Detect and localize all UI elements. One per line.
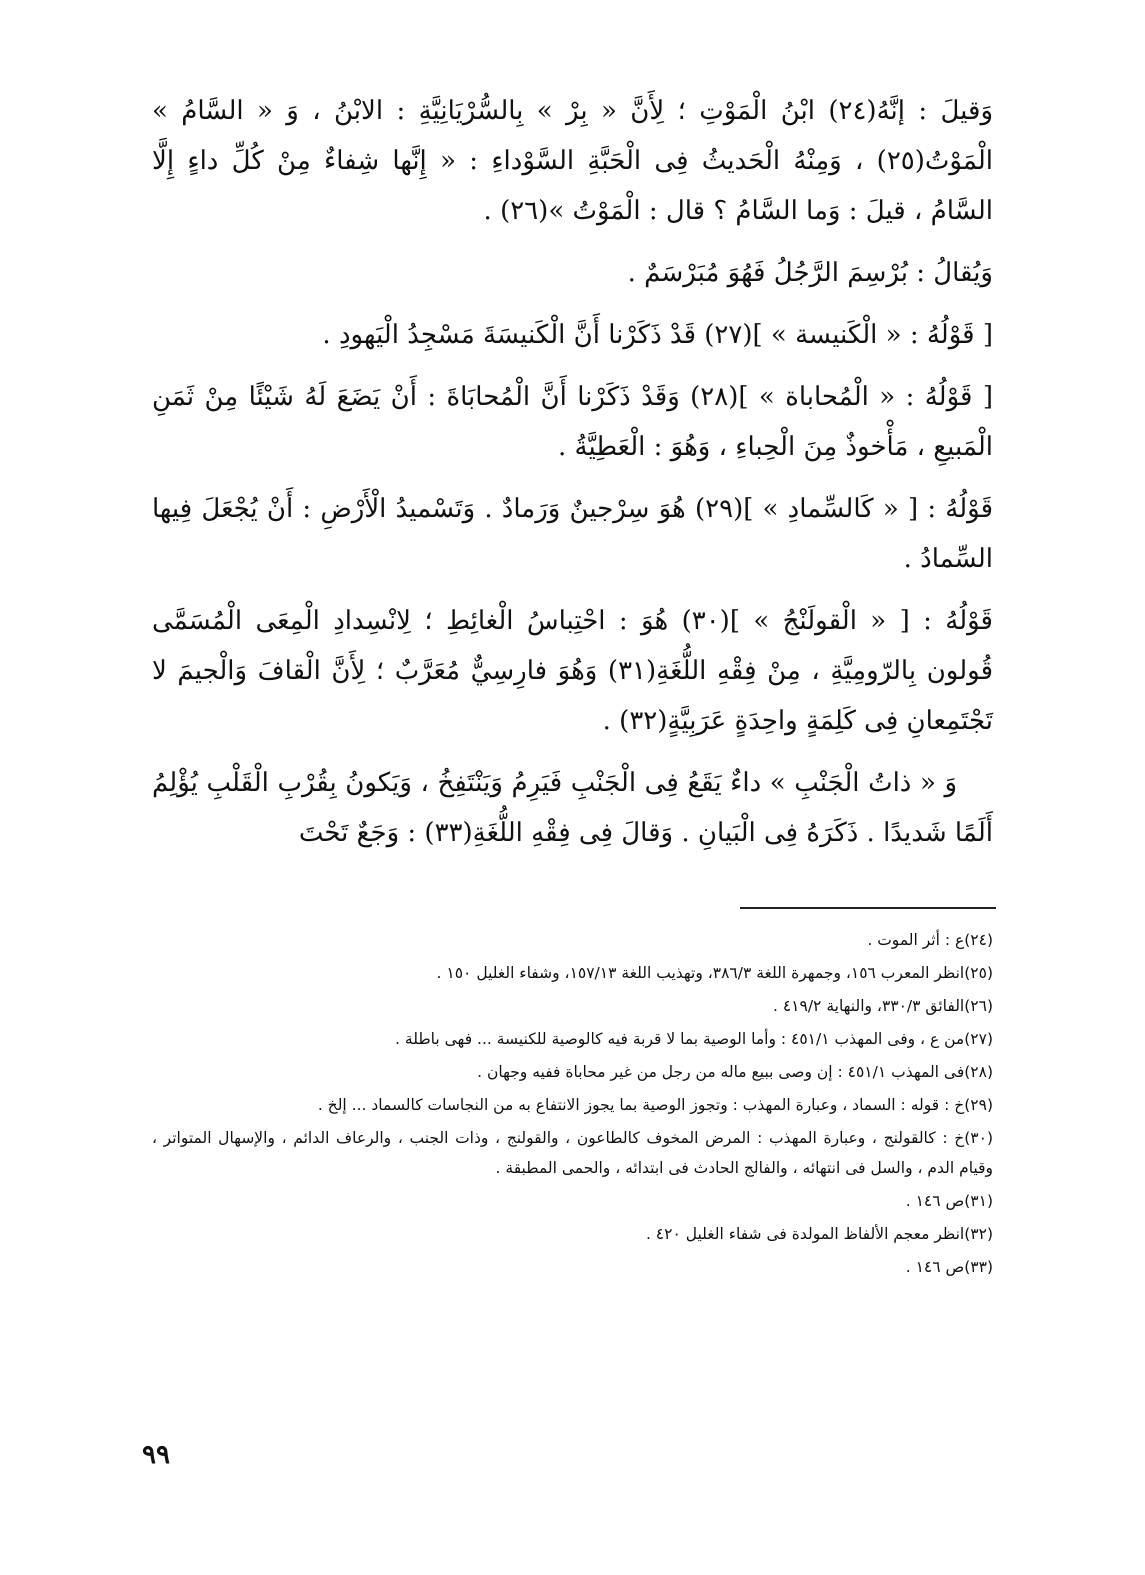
paragraph-kanisa: [ قَوْلُهُ : « الْكَنيسة » ](٢٧) قَدْ ذَكَرْنا أَنَّ الْكَنيسَةَ مَسْجِدُ الْيَهودِ . — [322, 320, 993, 350]
footnotes — [152, 925, 993, 1285]
main-text — [152, 86, 993, 870]
footnote-31: (٣١)ص ١٤٦ . — [905, 1192, 993, 1210]
footnote-27: (٢٧)من ع ، وفى المهذب ٤٥١/١ : وأما الوصية بما لا قربة فيه كالوصية للكنيسة ... فهى باطلة . — [395, 1030, 993, 1048]
footnote-29: (٢٩)خ : قوله : السماد ، وعبارة المهذب : وتجوز الوصية بما يجوز الانتفاع به من النجاسات كالسماد ... إلخ . — [317, 1096, 993, 1114]
page-number: ٩٩ — [142, 1440, 170, 1470]
paragraph-simad: قَوْلُهُ : [ « كَالسِّمادِ » ](٢٩) هُوَ سِرْجينٌ وَرَمادٌ . وَتَسْميدُ الْأَرْضِ : أَنْ يُجْعَلَ فِيها السِّمادُ . — [152, 494, 994, 574]
footnote-separator — [740, 907, 996, 909]
footnote-30: (٣٠)خ : كالقولنج ، وعبارة المهذب : المرض المخوف كالطاعون ، والقولنج ، وذات الجنب ، والرعاف الدائم ، والإسهال المتواتر ، وقيام الدم ، والسل فى انتهائه ، والفالج الحادث فى ابتدائه ، والحمى المطبقة . — [152, 1129, 993, 1177]
footnote-33: (٣٣)ص ١٤٦ . — [905, 1258, 993, 1276]
footnote-28: (٢٨)فى المهذب ٤٥١/١ : إن وصى ببيع ماله من رجل من غير محاباة ففيه وجهان . — [477, 1063, 993, 1081]
paragraph-dhat-al-janb: وَ « ذاتُ الْجَنْبِ » داءٌ يَقَعُ فِى الْجَنْبِ فَيَرِمُ وَيَنْتَفِخُ ، وَيَكونُ بِقُرْبِ الْقَلْبِ يُؤْلِمُ أَلَمًا شَديدًا . ذَكَرَهُ فِى الْبَيانِ . وَقالَ فِى فِقْهِ اللُّغَةِ(٣٣) : وَجَعٌ تَحْتَ — [152, 768, 993, 848]
paragraph-barsam-definition: وَقيلَ : إنَّهُ(٢٤) ابْنُ الْمَوْتِ ؛ لِأَنَّ « بِرْ » بِالسُّرْيَانِيَّةِ : الابْنُ ، وَ « السَّامُ » الْمَوْتُ(٢٥) ، وَمِنْهُ الْحَديثُ فِى الْحَبَّةِ السَّوْداءِ : « إِنَّها شِفاءٌ مِنْ كُلِّ داءٍ إِلَّا السَّامُ ، قيلَ : وَما السَّامُ ؟ قال : الْمَوْتُ »(٢٦) . — [152, 96, 993, 226]
paragraph-muhabat: [ قَوْلُهُ : « الْمُحاباة » ](٢٨) وَقَدْ ذَكَرْنا أَنَّ الْمُحابَاةَ : أَنْ يَضَعَ لَهُ شَيْئًا مِنْ ثَمَنِ الْمَبيعِ ، مَأْخوذٌ مِنَ الْحِباءِ ، وَهُوَ : الْعَطِيَّةُ . — [152, 382, 993, 462]
footnote-24: (٢٤)ع : أثر الموت . — [867, 931, 993, 949]
footnote-32: (٣٢)انظر معجم الألفاظ المولدة فى شفاء الغليل ٤٢٠ . — [645, 1225, 993, 1243]
paragraph-qulanj: قَوْلُهُ : [ « الْقولَنْجُ » ](٣٠) هُوَ : احْتِباسُ الْغائِطِ ؛ لِانْسِدادِ الْمِعَى الْمُسَمَّى قُولون بِالرّومِيَّةِ ، مِنْ فِقْهِ اللُّغَةِ(٣١) وَهُوَ فارِسِيٌّ مُعَرَّبٌ ؛ لِأَنَّ الْقافَ وَالْجيمَ لا تَجْتَمِعانِ فِى كَلِمَةٍ واحِدَةٍ عَرَبِيَّةٍ(٣٢) . — [152, 606, 993, 736]
paragraph-mubarsam: وَيُقالُ : بُرْسِمَ الرَّجُلُ فَهُوَ مُبَرْسَمٌ . — [627, 258, 993, 288]
footnote-25: (٢٥)انظر المعرب ١٥٦، وجمهرة اللغة ٣٨٦/٣، وتهذيب اللغة ١٥٧/١٣، وشفاء الغليل ١٥٠ . — [436, 964, 993, 982]
footnote-26: (٢٦)الفائق ٣٣٠/٣، والنهاية ٤١٩/٢ . — [773, 997, 993, 1015]
